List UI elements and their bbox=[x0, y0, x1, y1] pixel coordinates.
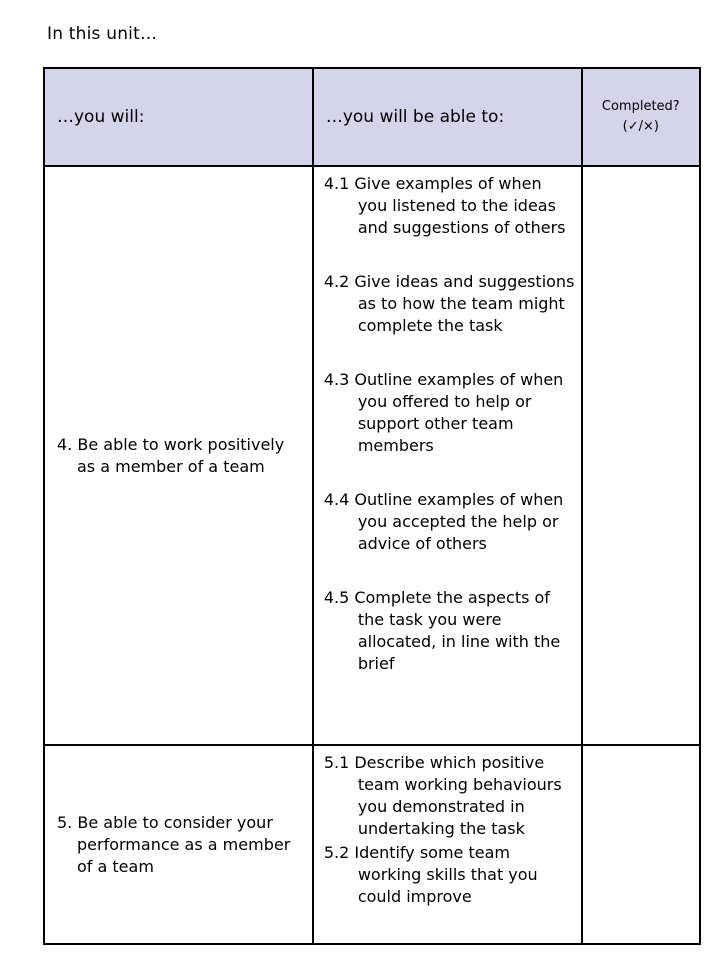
header-able-to: …you will be able to: bbox=[313, 68, 582, 166]
header-completed-marks: (✓/×) bbox=[622, 119, 659, 134]
completed-cell-5[interactable] bbox=[582, 745, 700, 944]
criterion-4-3: 4.3 Outline examples of when you offered to help or support other team members bbox=[323, 370, 564, 455]
learning-outcome-5 bbox=[44, 745, 313, 944]
criterion-4-4: 4.4 Outline examples of when you accepted the help or advice of others bbox=[323, 490, 564, 553]
unit-outcomes-table bbox=[43, 67, 701, 945]
criterion-4-1: 4.1 Give examples of when you listened to the ideas and suggestions of others bbox=[323, 174, 566, 237]
header-you-will: …you will: bbox=[44, 68, 313, 166]
outcome-text: 5. Be able to consider your performance as a member of a team bbox=[57, 812, 291, 876]
criteria-list-4 bbox=[313, 166, 582, 745]
criterion-4-5: 4.5 Complete the aspects of the task you were allocated, in line with the brief bbox=[323, 588, 561, 673]
criterion-5-2: 5.2 Identify some team working skills that you could improve bbox=[323, 843, 538, 906]
header-completed-label: Completed? bbox=[601, 99, 680, 114]
table-row bbox=[44, 166, 700, 745]
criterion-4-2: 4.2 Give ideas and suggestions as to how the team might complete the task bbox=[323, 272, 575, 335]
header-completed bbox=[582, 68, 700, 166]
table-row bbox=[44, 745, 700, 944]
criteria-list-5 bbox=[313, 745, 582, 944]
completed-cell-4[interactable] bbox=[582, 166, 700, 745]
learning-outcome-4 bbox=[44, 166, 313, 745]
table-header-row bbox=[44, 68, 700, 166]
criterion-5-1: 5.1 Describe which positive team working behaviours you demonstrated in undertaking the task bbox=[323, 753, 562, 838]
unit-intro-heading: In this unit… bbox=[47, 24, 158, 44]
outcome-text: 4. Be able to work positively as a member of a team bbox=[57, 434, 285, 476]
